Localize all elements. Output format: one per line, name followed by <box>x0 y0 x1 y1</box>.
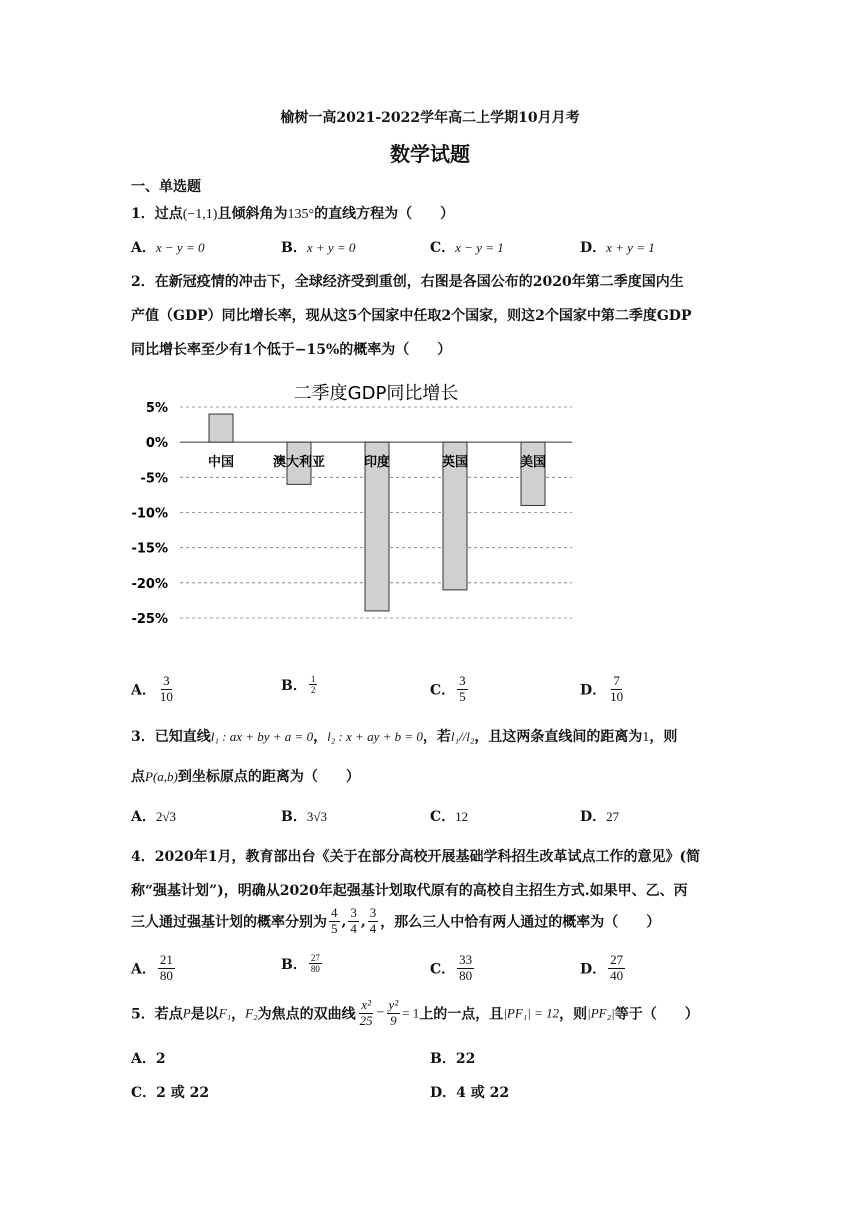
y-tick-label: -10% <box>131 506 168 522</box>
category-label: 美国 <box>519 455 547 471</box>
category-label: 澳大利亚 <box>272 455 326 471</box>
q3-option-d[interactable]: D．27 <box>580 809 620 825</box>
q2-option-d[interactable]: D． $\frac{7}{10}$ <box>580 673 624 704</box>
bar-4 <box>521 442 545 505</box>
q5-option-d[interactable]: D．4 或 22 <box>430 1085 510 1101</box>
question-2-line-2: 产值（GDP）同比增长率，现从这5个国家中任取2个国家，则这2个国家中第二季度GDP <box>131 308 692 324</box>
exam-title: 数学试题 <box>390 142 470 166</box>
y-tick-label: -25% <box>131 612 168 627</box>
q1-option-b[interactable]: B．x + y = 0 <box>281 240 356 256</box>
y-tick-label: -15% <box>131 541 168 557</box>
question-1: 1．过点(−1,1)且倾斜角为135°的直线方程为（ ） <box>131 206 455 222</box>
question-4-line-3: 三人通过强基计划的概率分别为 $\frac{4}{5}$ , $\frac{3}{4}$ , $\frac{3}{4}$ ，那么三人中恰有两人通过的概率为（ ） <box>131 905 661 936</box>
y-tick-label: 5% <box>145 401 168 416</box>
gdp-bar-chart <box>120 372 590 642</box>
q5-option-b[interactable]: B．22 <box>430 1051 476 1067</box>
y-tick-label: 0% <box>145 436 168 452</box>
category-label: 中国 <box>207 455 235 471</box>
q1-option-a[interactable]: A．x − y = 0 <box>131 240 205 256</box>
q4-option-d[interactable]: D． $\frac{27}{40}$ <box>580 952 624 983</box>
q3-option-b[interactable]: B．3√3 <box>281 809 327 825</box>
q2-option-b[interactable]: B． $\frac{1}{2}$ <box>281 674 316 696</box>
section-heading: 一、单选题 <box>131 179 201 195</box>
y-tick-label: -20% <box>131 576 168 592</box>
chart-title: 二季度GDP同比增长 <box>293 383 459 404</box>
q4-option-c[interactable]: C． $\frac{33}{80}$ <box>430 952 473 983</box>
category-label: 印度 <box>363 455 391 471</box>
question-2-line-3: 同比增长率至少有1个低于−15%的概率为（ ） <box>131 342 452 358</box>
question-3-line-1: 3．已知直线l₁ : ax + by + a = 0，l₂ : x + ay + b = 0，若l₁//l₂，且这两条直线间的距离为1，则 <box>131 729 678 745</box>
y-tick-label: -5% <box>140 471 168 487</box>
exam-subtitle: 榆树一高2021-2022学年高二上学期10月月考 <box>280 110 580 126</box>
question-2-line-1: 2．在新冠疫情的冲击下，全球经济受到重创，右图是各国公布的2020年第二季度国内生 <box>131 274 684 290</box>
q5-option-a[interactable]: A．2 <box>131 1051 166 1067</box>
question-4-line-1: 4．2020年1月，教育部出台《关于在部分高校开展基础学科招生改革试点工作的意见》(简 <box>131 849 701 865</box>
category-label: 英国 <box>441 455 469 471</box>
q1-option-d[interactable]: D．x + y = 1 <box>580 240 655 256</box>
q1-option-c[interactable]: C．x − y = 1 <box>430 240 504 256</box>
q3-option-a[interactable]: A．2√3 <box>131 809 177 825</box>
bar-0 <box>209 414 233 442</box>
q5-option-c[interactable]: C．2 或 22 <box>131 1085 210 1101</box>
q4-option-b[interactable]: B． $\frac{27}{80}$ <box>281 953 320 975</box>
q2-option-c[interactable]: C． $\frac{3}{5}$ <box>430 673 466 704</box>
question-4-line-2: 称“强基计划”)，明确从2020年起强基计划取代原有的高校自主招生方式.如果甲、乙、丙 <box>131 883 688 899</box>
question-3-line-2: 点P(a,b)到坐标原点的距离为（ ） <box>131 769 360 785</box>
q2-option-a[interactable]: A． $\frac{3}{10}$ <box>131 673 173 704</box>
question-5: 5．若点P是以F₁，F₂为焦点的双曲线 $\frac{\text{x²}}{25}$ − $\frac{\text{y²}}{9}$ = 1上的一点，且|PF₁| = 12，则|PF₂|等于（ ） <box>131 997 699 1028</box>
q4-option-a[interactable]: A． $\frac{21}{80}$ <box>131 952 173 983</box>
q3-option-c[interactable]: C．12 <box>430 809 469 825</box>
